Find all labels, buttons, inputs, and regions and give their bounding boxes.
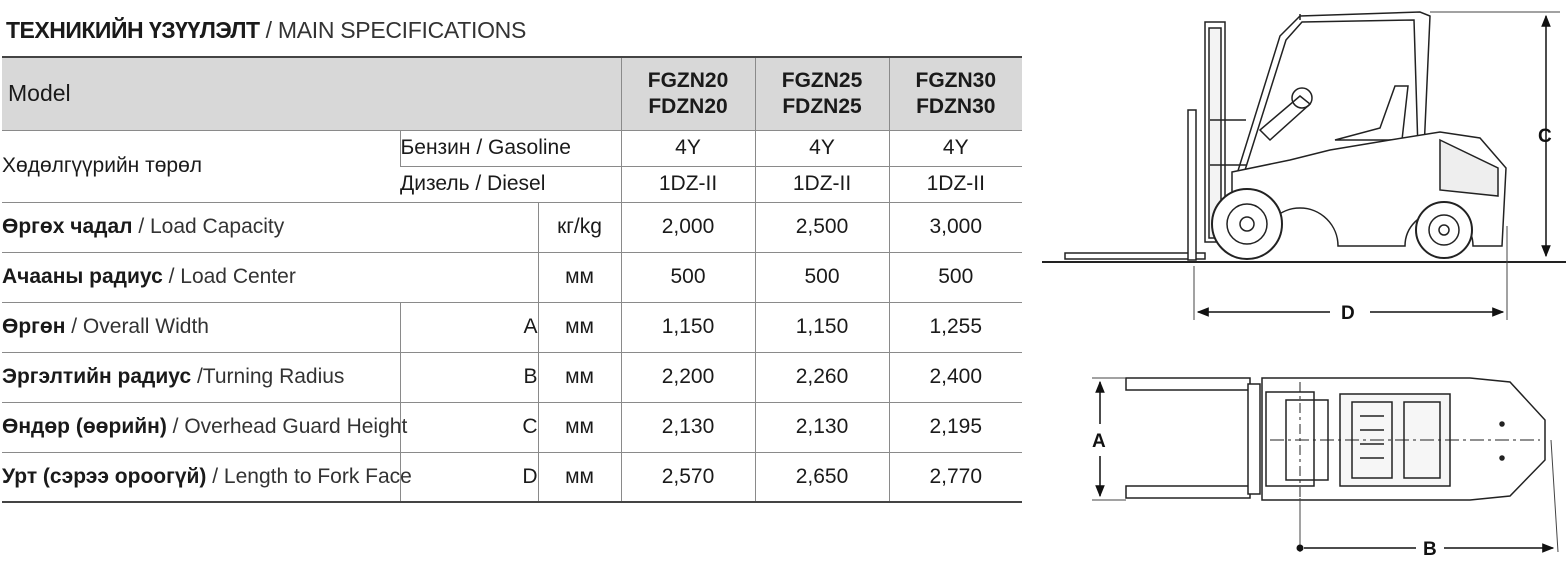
row-label: Эргэлтийн радиус /Turning Radius xyxy=(2,352,400,402)
row-label: Урт (сэрээ ороогүй) / Length to Fork Face xyxy=(2,452,400,502)
table-cell: 2,400 xyxy=(889,352,1022,402)
forklift-top-view xyxy=(1126,378,1545,500)
model-header: Model xyxy=(2,57,621,130)
dimension-letter: A xyxy=(400,302,538,352)
diesel-label: Дизель / Diesel xyxy=(400,166,621,202)
table-cell: 4Y xyxy=(755,130,889,166)
row-label: Өргөх чадал / Load Capacity xyxy=(2,202,538,252)
unit-cell: мм xyxy=(538,302,621,352)
title-en: MAIN SPECIFICATIONS xyxy=(277,17,527,43)
table-cell: 2,260 xyxy=(755,352,889,402)
row-label: Өргөн / Overall Width xyxy=(2,302,400,352)
label-d: D xyxy=(1341,303,1355,324)
dimension-letter: C xyxy=(400,402,538,452)
table-cell: 500 xyxy=(889,252,1022,302)
table-cell: 1DZ-II xyxy=(755,166,889,202)
gasoline-label: Бензин / Gasoline xyxy=(400,130,621,166)
row-label: Өндөр (өөрийн) / Overhead Guard Height xyxy=(2,402,400,452)
dimension-letter: B xyxy=(400,352,538,402)
table-cell: 2,000 xyxy=(621,202,755,252)
table-cell: 2,500 xyxy=(755,202,889,252)
table-cell: 3,000 xyxy=(889,202,1022,252)
label-b: B xyxy=(1423,539,1437,560)
table-cell: 2,570 xyxy=(621,452,755,502)
engine-type-label: Хөдөлгүүрийн төрөл xyxy=(2,130,400,202)
table-cell: 2,650 xyxy=(755,452,889,502)
unit-cell: мм xyxy=(538,452,621,502)
row-label: Ачааны радиус / Load Center xyxy=(2,252,538,302)
table-cell: 1,255 xyxy=(889,302,1022,352)
table-cell: 500 xyxy=(621,252,755,302)
title-separator: / xyxy=(265,17,272,43)
table-cell: 1DZ-II xyxy=(889,166,1022,202)
dimension-letter: D xyxy=(400,452,538,502)
label-c: C xyxy=(1538,126,1552,147)
unit-cell: мм xyxy=(538,252,621,302)
table-cell: 4Y xyxy=(889,130,1022,166)
forklift-side-view xyxy=(1042,12,1566,262)
table-cell: 2,770 xyxy=(889,452,1022,502)
table-cell: 4Y xyxy=(621,130,755,166)
label-a: A xyxy=(1092,431,1106,452)
table-cell: 2,200 xyxy=(621,352,755,402)
table-cell: 1DZ-II xyxy=(621,166,755,202)
unit-cell: кг/kg xyxy=(538,202,621,252)
table-cell: 2,130 xyxy=(621,402,755,452)
table-cell: 1,150 xyxy=(621,302,755,352)
table-cell: 500 xyxy=(755,252,889,302)
table-cell: 1,150 xyxy=(755,302,889,352)
model-column-2: FGZN25 FDZN25 xyxy=(755,57,889,130)
model-column-1: FGZN20 FDZN20 xyxy=(621,57,755,130)
title-mn: ТЕХНИКИЙН ҮЗҮҮЛЭЛТ xyxy=(6,17,260,43)
unit-cell: мм xyxy=(538,402,621,452)
model-column-3: FGZN30 FDZN30 xyxy=(889,57,1022,130)
table-cell: 2,130 xyxy=(755,402,889,452)
unit-cell: мм xyxy=(538,352,621,402)
table-cell: 2,195 xyxy=(889,402,1022,452)
dimension-a xyxy=(1092,378,1126,500)
